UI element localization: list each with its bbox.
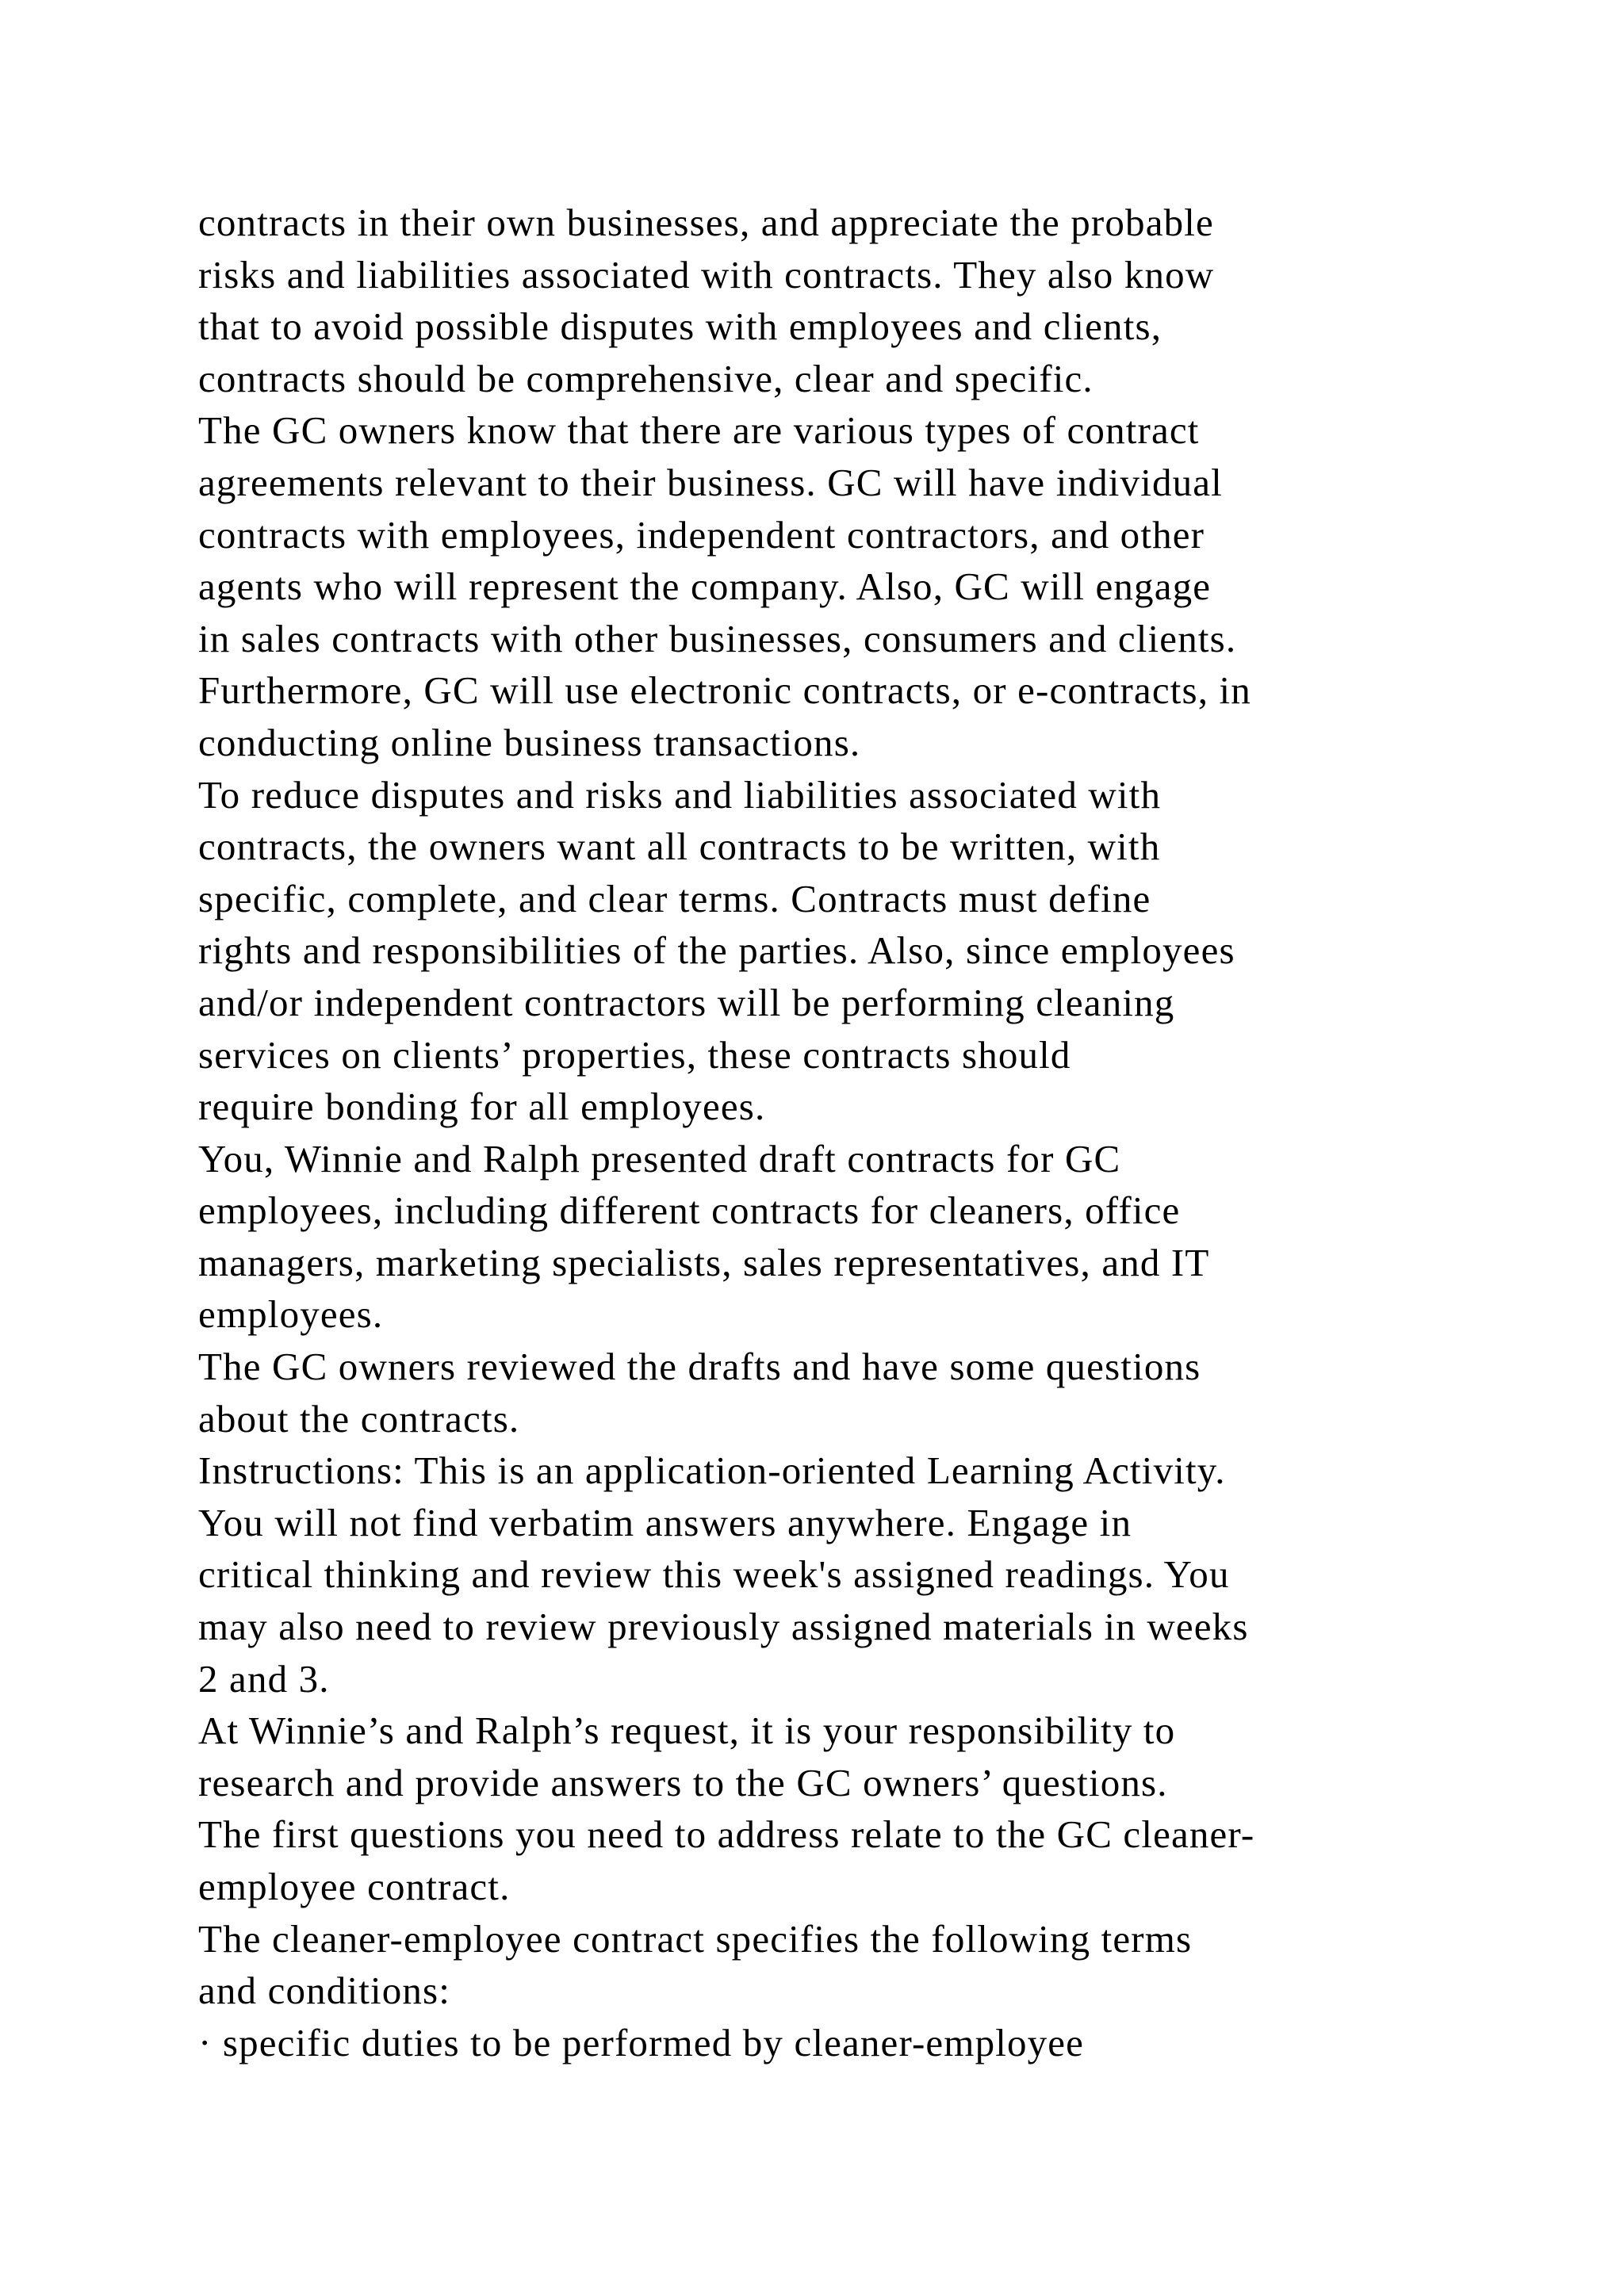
text-line: risks and liabilities associated with contracts. They also know: [198, 252, 1215, 297]
text-line: conducting online business transactions.: [198, 720, 861, 764]
text-line: Instructions: This is an application-oriented Learning Activity.: [198, 1448, 1226, 1493]
text-line: managers, marketing specialists, sales representatives, and IT: [198, 1240, 1210, 1284]
text-line: 2 and 3.: [198, 1656, 330, 1701]
text-line: Furthermore, GC will use electronic contracts, or e-contracts, in: [198, 668, 1251, 713]
text-line: You, Winnie and Ralph presented draft contracts for GC: [198, 1136, 1121, 1181]
text-line: specific, complete, and clear terms. Contracts must define: [198, 876, 1151, 920]
text-line: The GC owners reviewed the drafts and have some questions: [198, 1345, 1201, 1389]
text-line: employees, including different contracts for cleaners, office: [198, 1188, 1181, 1233]
text-line: The GC owners know that there are various types of contract: [198, 408, 1200, 453]
text-line: At Winnie’s and Ralph’s request, it is your responsibility to: [198, 1709, 1176, 1753]
text-line: The cleaner-employee contract specifies the following terms: [198, 1916, 1193, 1961]
text-line: require bonding for all employees.: [198, 1085, 766, 1129]
text-line: critical thinking and review this week's assigned readings. You: [198, 1552, 1230, 1597]
document-body: [198, 197, 1467, 2068]
text-line: employee contract.: [198, 1865, 511, 1908]
text-line: agents who will represent the company. Also, GC will engage: [198, 564, 1212, 609]
text-line: rights and responsibilities of the parties. Also, since employees: [198, 928, 1235, 973]
text-line: services on clients’ properties, these contracts should: [198, 1032, 1071, 1077]
text-line: · specific duties to be performed by cleaner-employee: [198, 2020, 1085, 2064]
text-line: contracts, the owners want all contracts to be written, with: [198, 825, 1161, 869]
text-line: in sales contracts with other businesses, consumers and clients.: [198, 616, 1237, 660]
text-line: and/or independent contractors will be performing cleaning: [198, 980, 1175, 1024]
text-line: about the contracts.: [198, 1396, 520, 1441]
text-line: research and provide answers to the GC owners’ questions.: [198, 1760, 1168, 1804]
text-line: contracts with employees, independent contractors, and other: [198, 512, 1205, 557]
text-line: employees.: [198, 1292, 384, 1337]
text-line: agreements relevant to their business. GC will have individual: [198, 460, 1223, 504]
text-line: contracts in their own businesses, and appreciate the probable: [198, 201, 1214, 244]
text-line: and conditions:: [198, 1969, 451, 2013]
text-line: To reduce disputes and risks and liabilities associated with: [198, 772, 1162, 817]
text-line: may also need to review previously assigned materials in weeks: [198, 1605, 1249, 1649]
text-line: The first questions you need to address relate to the GC cleaner-: [198, 1812, 1255, 1857]
text-line: that to avoid possible disputes with employees and clients,: [198, 304, 1162, 349]
text-line: contracts should be comprehensive, clear and specific.: [198, 356, 1094, 400]
text-line: You will not find verbatim answers anywhere. Engage in: [198, 1500, 1132, 1544]
